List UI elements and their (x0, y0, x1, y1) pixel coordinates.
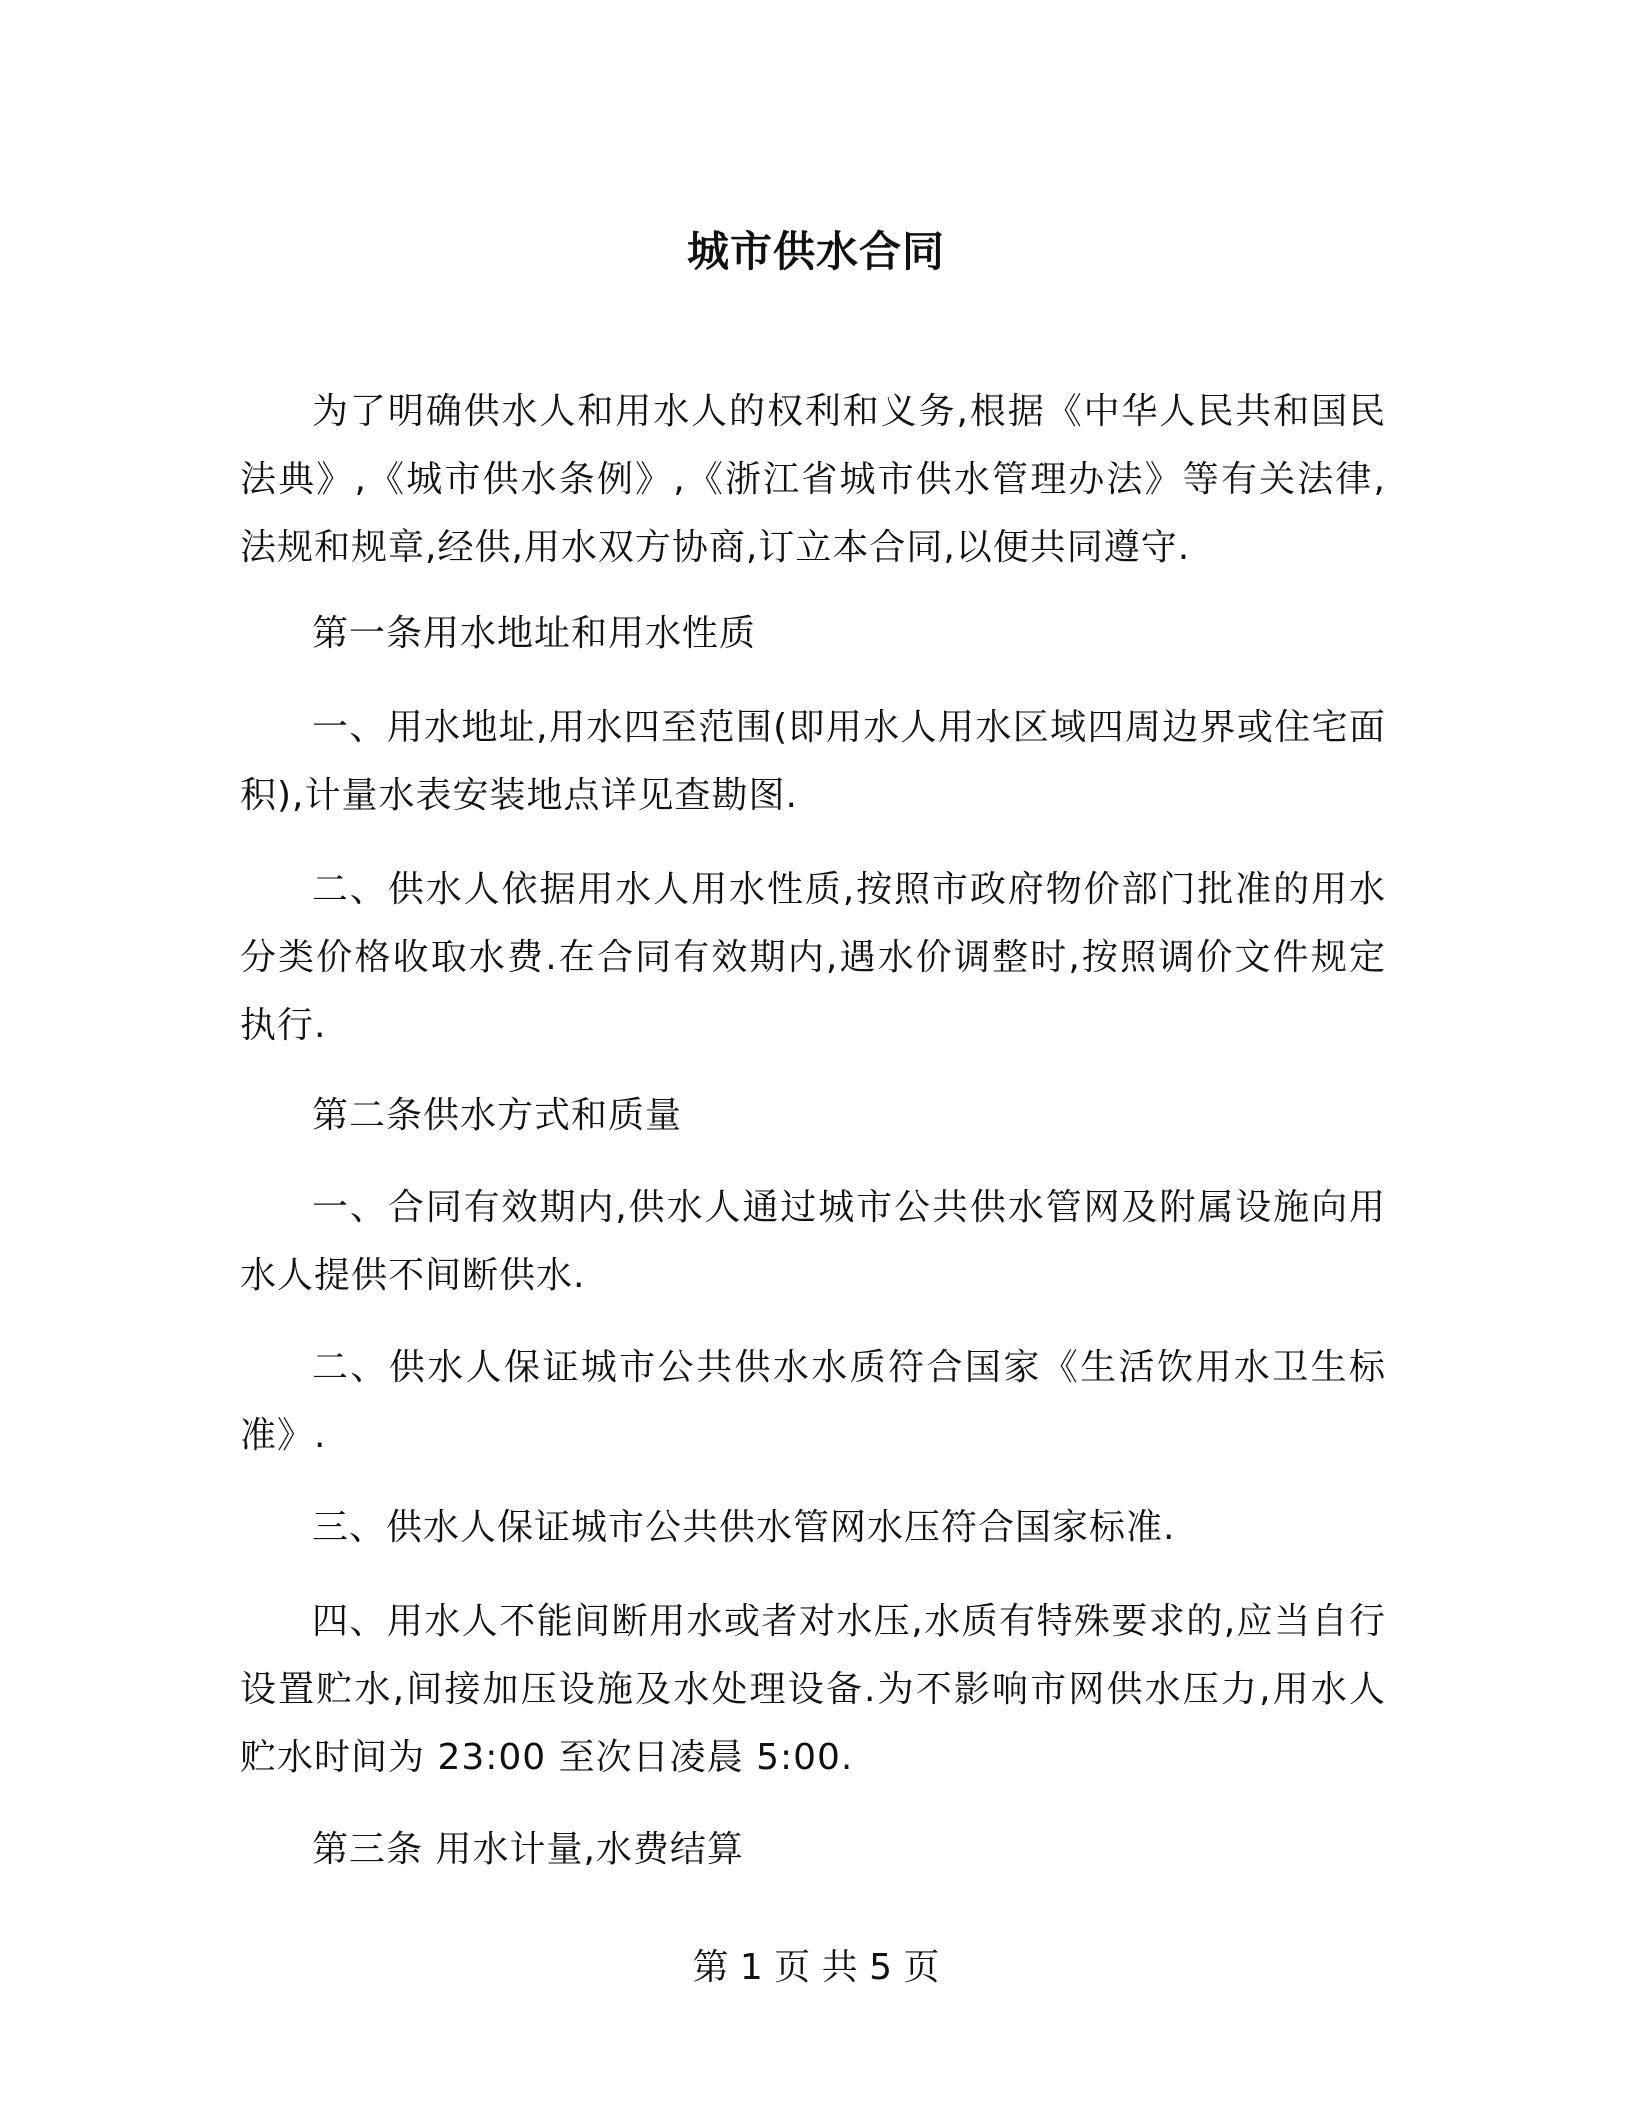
page-footer: 第 1 页 共 5 页 (692, 1947, 940, 1988)
article-2-item-3: 三、供水人保证城市公共供水管网水压符合国家标准. (312, 1507, 1176, 1548)
article-2-item-2: 二、供水人保证城市公共供水水质符合国家《生活饮用水卫生标准》. (240, 1347, 1386, 1456)
article-3-heading: 第三条 用水计量,水费结算 (312, 1829, 744, 1870)
article-1-item-1: 一、用水地址,用水四至范围(即用水人用水区域四周边界或住宅面积),计量水表安装地点详见查勘图. (240, 707, 1386, 816)
document-title: 城市供水合同 (686, 227, 945, 276)
preamble-paragraph: 为了明确供水人和用水人的权利和义务,根据《中华人民共和国民法典》,《城市供水条例》,《浙江省城市供水管理办法》等有关法律,法规和规章,经供,用水双方协商,订立本合同,以便共同遵守. (240, 391, 1386, 568)
article-1-heading: 第一条用水地址和用水性质 (312, 613, 757, 654)
article-1-item-2: 二、供水人依据用水人用水性质,按照市政府物价部门批准的用水分类价格收取水费.在合同有效期内,遇水价调整时,按照调价文件规定执行. (240, 869, 1386, 1046)
article-2-item-1: 一、合同有效期内,供水人通过城市公共供水管网及附属设施向用水人提供不间断供水. (240, 1187, 1386, 1296)
article-2-item-4: 四、用水人不能间断用水或者对水压,水质有特殊要求的,应当自行设置贮水,间接加压设施及水处理设备.为不影响市网供水压力,用水人贮水时间为 23:00 至次日凌晨 5:00. (240, 1601, 1386, 1778)
article-2-heading: 第二条供水方式和质量 (312, 1095, 683, 1136)
